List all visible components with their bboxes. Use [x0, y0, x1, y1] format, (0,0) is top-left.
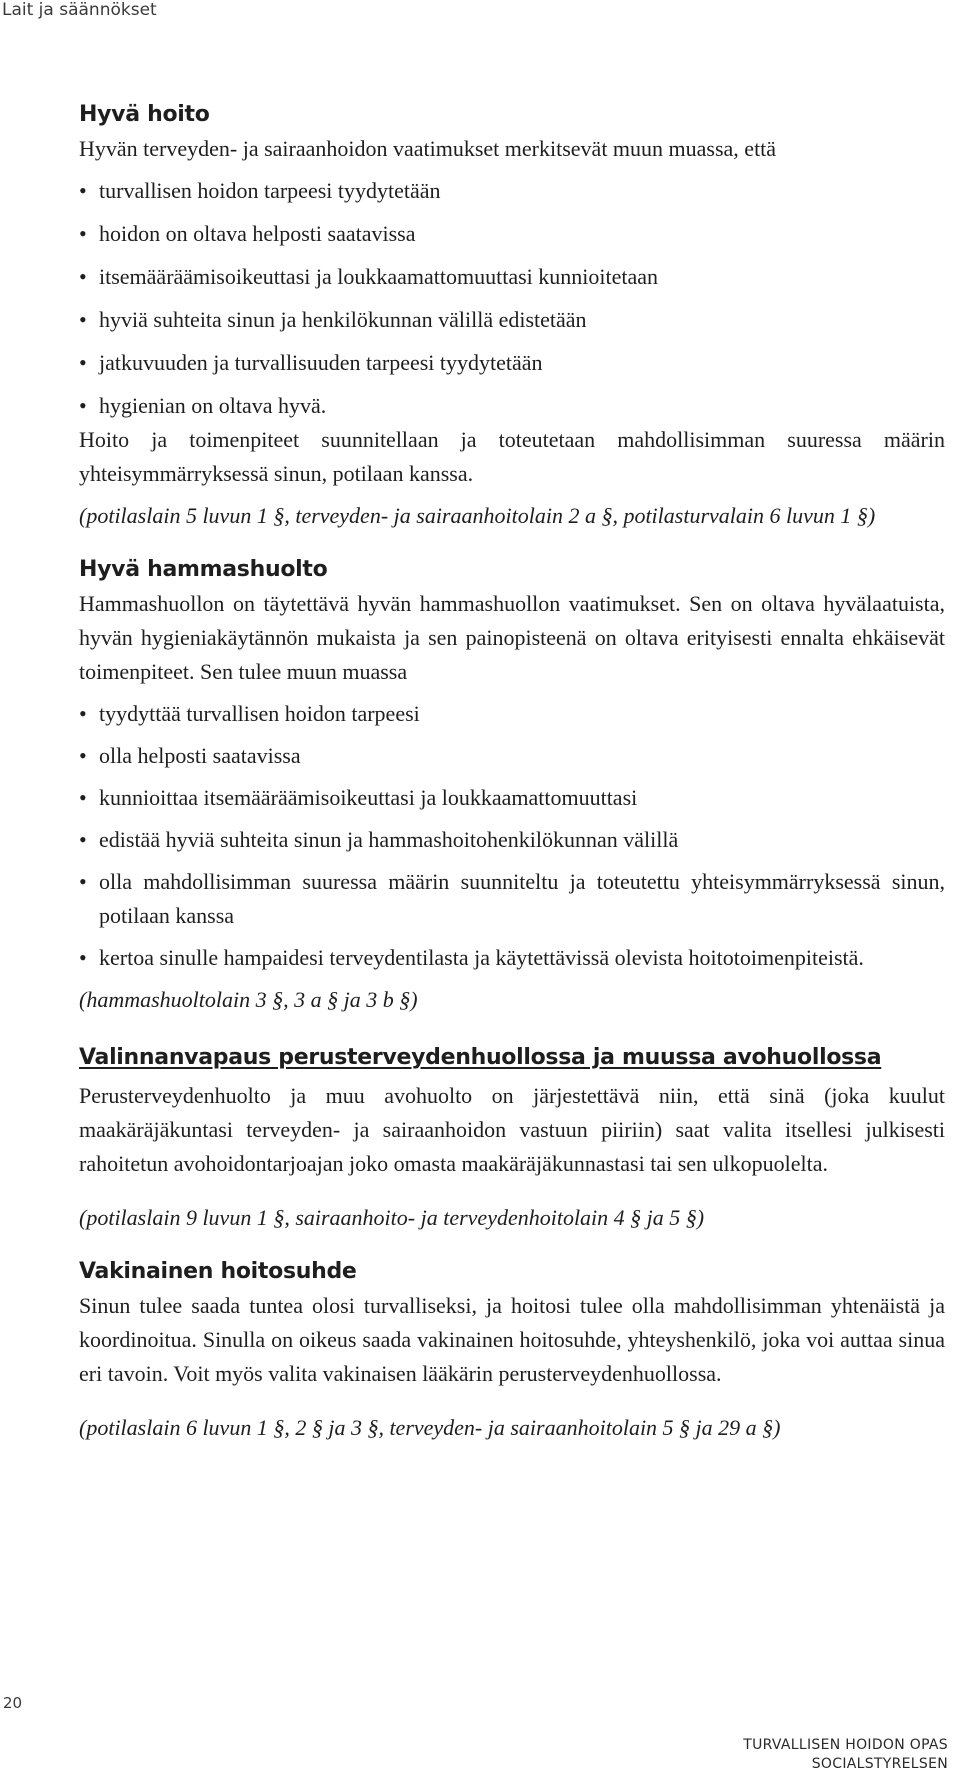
section-heading-valinnanvapaus: Valinnanvapaus perusterveydenhuollossa ja muussa avohuollossa	[79, 1045, 882, 1070]
list-item: • itsemääräämisoikeuttasi ja loukkaamattomuuttasi kunnioitetaan	[79, 260, 945, 294]
list-item: • kunnioittaa itsemääräämisoikeuttasi ja loukkaamattomuuttasi	[79, 781, 945, 815]
bullet-list-hyva-hoito	[79, 174, 945, 423]
list-item: • tyydyttää turvallisen hoidon tarpeesi	[79, 697, 945, 731]
page-content	[79, 98, 945, 1445]
law-citation: (potilaslain 6 luvun 1 §, 2 § ja 3 §, terveyden- ja sairaanhoitolain 5 § ja 29 a §)	[79, 1415, 781, 1440]
list-item: • hygienian on oltava hyvä.	[79, 389, 945, 423]
footer	[743, 1736, 948, 1774]
list-item: • hyviä suhteita sinun ja henkilökunnan välillä edistetään	[79, 303, 945, 337]
list-item: • jatkuvuuden ja turvallisuuden tarpeesi tyydytetään	[79, 346, 945, 380]
section-intro: Hyvän terveyden- ja sairaanhoidon vaatimukset merkitsevät muun muassa, että	[79, 136, 777, 161]
section-body: Hoito ja toimenpiteet suunnitellaan ja toteutetaan mahdollisimman suuressa määrin yhteisymmärryksessä sinun, potilaan kanssa.	[79, 427, 945, 486]
running-head: Lait ja säännökset	[2, 0, 157, 20]
section-heading-hyva-hammashuolto: Hyvä hammashuolto	[79, 557, 328, 582]
list-item: • edistää hyviä suhteita sinun ja hammashoitohenkilökunnan välillä	[79, 823, 945, 857]
section-heading-hyva-hoito: Hyvä hoito	[79, 102, 210, 127]
section-heading-vakinainen-hoitosuhde: Vakinainen hoitosuhde	[79, 1259, 357, 1284]
list-item: • olla mahdollisimman suuressa määrin suunniteltu ja toteutettu yhteisymmärryksessä sinun, potilaan kanssa	[79, 865, 945, 933]
page-number: 20	[3, 1694, 23, 1712]
footer-publisher: SOCIALSTYRELSEN	[811, 1756, 948, 1772]
list-item: • turvallisen hoidon tarpeesi tyydytetään	[79, 174, 945, 208]
section-body: Perusterveydenhuolto ja muu avohuolto on järjestettävä niin, että sinä (joka kuulut maakäräjäkuntasi terveyden- ja sairaanhoidon vastuun piiriin) saat valita itsellesi julkisesti rahoitetun avohoidontarjoajan joko omasta maakäräjäkunnastasi tai sen ulkopuolelta.	[79, 1083, 945, 1176]
law-citation: (potilaslain 9 luvun 1 §, sairaanhoito- ja terveydenhoitolain 4 § ja 5 §)	[79, 1205, 705, 1230]
footer-title: TURVALLISEN HOIDON OPAS	[743, 1737, 948, 1753]
list-item: • kertoa sinulle hampaidesi terveydentilasta ja käytettävissä olevista hoitotoimenpiteistä.	[79, 941, 945, 975]
bullet-list-hyva-hammashuolto	[79, 697, 945, 975]
law-citation: (potilaslain 5 luvun 1 §, terveyden- ja sairaanhoitolain 2 a §, potilasturvalain 6 luvun 1 §)	[79, 503, 876, 528]
list-item: • hoidon on oltava helposti saatavissa	[79, 217, 945, 251]
section-body: Hammashuollon on täytettävä hyvän hammashuollon vaatimukset. Sen on oltava hyvälaatuista, hyvän hygieniakäytännön mukaista ja sen painopisteenä on oltava erityisesti ennalta ehkäisevät toimenpiteet. Sen tulee muun muassa	[79, 591, 945, 684]
list-item: • olla helposti saatavissa	[79, 739, 945, 773]
law-citation: (hammashuoltolain 3 §, 3 a § ja 3 b §)	[79, 987, 418, 1012]
section-body: Sinun tulee saada tuntea olosi turvalliseksi, ja hoitosi tulee olla mahdollisimman yhtenäistä ja koordinoitua. Sinulla on oikeus saada vakinainen hoitosuhde, yhteyshenkilö, joka voi auttaa sinua eri tavoin. Voit myös valita vakinaisen lääkärin perusterveydenhuollossa.	[79, 1293, 945, 1386]
